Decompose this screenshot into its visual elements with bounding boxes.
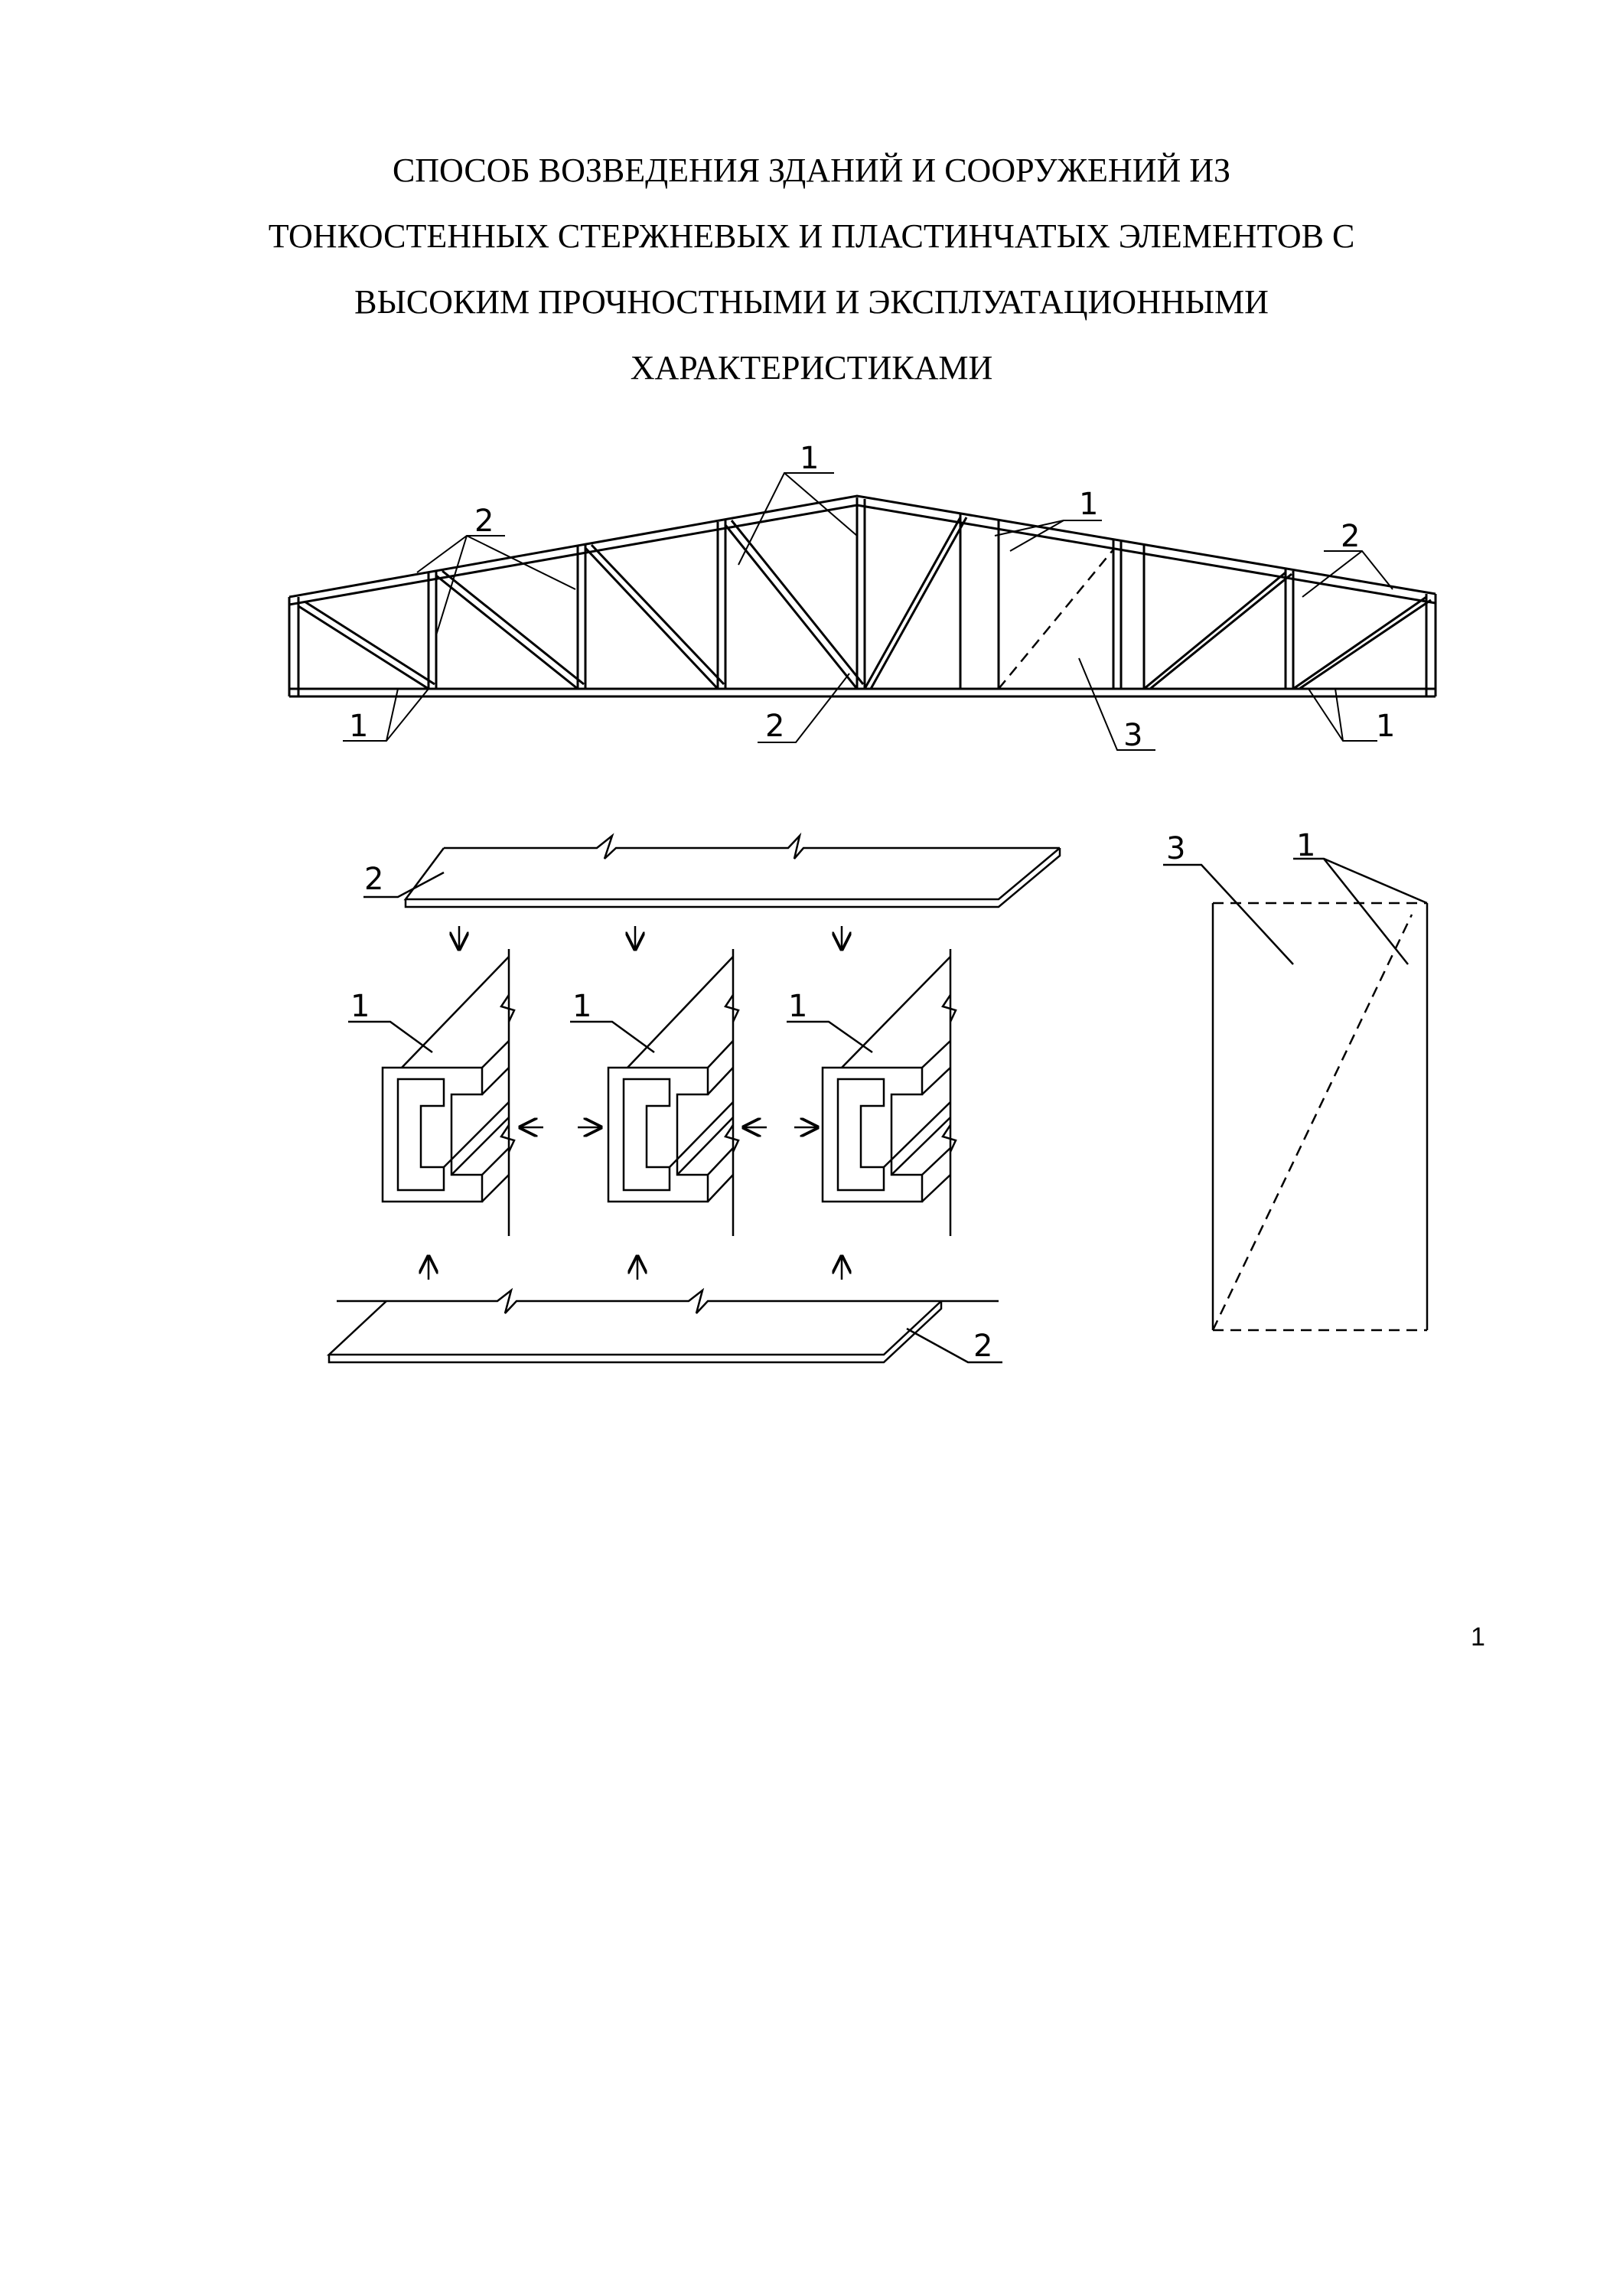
truss-figure — [289, 473, 1436, 750]
truss-label-top-right: 1 — [1079, 487, 1099, 522]
assembly-label-bottom-plate: 2 — [973, 1329, 993, 1364]
truss-label-bottom-right: 1 — [1376, 709, 1396, 744]
c-profile-middle — [608, 949, 738, 1236]
truss-label-bottom-center: 2 — [765, 709, 785, 744]
title-line-1: СПОСОБ ВОЗВЕДЕНИЯ ЗДАНИЙ И СООРУЖЕНИЙ ИЗ — [392, 152, 1231, 189]
panel-label-panel: 3 — [1166, 831, 1186, 866]
assembly-label-profile-middle: 1 — [572, 989, 592, 1024]
c-profile-right — [823, 949, 956, 1236]
panel-label-brace: 1 — [1296, 828, 1316, 863]
truss-label-bottom-panel: 3 — [1123, 718, 1143, 753]
truss-label-upper-left: 2 — [474, 504, 494, 539]
title-line-4: ХАРАКТЕРИСТИКАМИ — [630, 349, 993, 386]
assembly-label-profile-left: 1 — [350, 989, 370, 1024]
truss-label-upper-right: 2 — [1341, 519, 1361, 554]
panel-figure — [1163, 859, 1427, 1330]
truss-label-top-center: 1 — [800, 441, 820, 476]
title-line-2: ТОНКОСТЕННЫХ СТЕРЖНЕВЫХ И ПЛАСТИНЧАТЫХ ЭЛЕМЕНТОВ С — [268, 217, 1355, 255]
truss-label-bottom-left: 1 — [349, 709, 369, 744]
page-number: 1 — [1471, 1623, 1485, 1652]
assembly-label-profile-right: 1 — [788, 989, 808, 1024]
c-profile-left — [383, 949, 514, 1236]
title-line-3: ВЫСОКИМ ПРОЧНОСТНЫМИ И ЭКСПЛУАТАЦИОННЫМИ — [354, 283, 1269, 321]
assembly-label-top-plate: 2 — [364, 862, 384, 897]
assembly-figure — [329, 836, 1060, 1362]
